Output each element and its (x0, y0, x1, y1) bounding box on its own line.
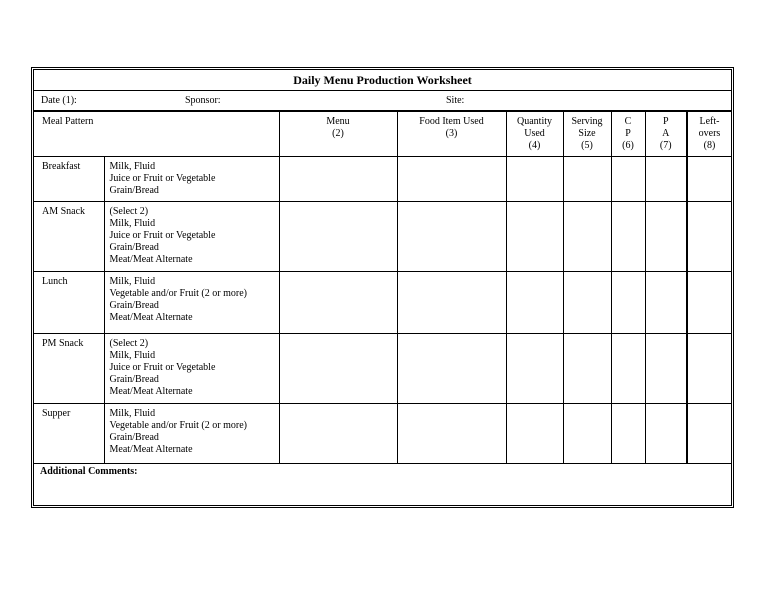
serving-size-cell[interactable] (563, 404, 611, 464)
meal-name: Lunch (34, 272, 104, 334)
sponsor-label: Sponsor: (185, 95, 221, 106)
meal-name: Breakfast (34, 157, 104, 202)
meal-pattern-items: Milk, Fluid Juice or Fruit or Vegetable Grain/Bread (104, 157, 279, 202)
header-row (34, 112, 731, 157)
cp-cell[interactable] (611, 272, 645, 334)
header-menu: Menu (2) (279, 112, 397, 157)
meal-row-breakfast (34, 157, 731, 202)
meal-pattern-items: Milk, Fluid Vegetable and/or Fruit (2 or more) Grain/Bread Meat/Meat Alternate (104, 404, 279, 464)
meal-row-pm-snack (34, 334, 731, 404)
serving-size-cell[interactable] (563, 202, 611, 272)
pa-cell[interactable] (645, 404, 687, 464)
menu-cell[interactable] (279, 157, 397, 202)
meal-pattern-items: (Select 2) Milk, Fluid Juice or Fruit or Vegetable Grain/Bread Meat/Meat Alternate (104, 202, 279, 272)
food-item-cell[interactable] (397, 272, 506, 334)
header-pa: P A (7) (645, 112, 687, 157)
cp-cell[interactable] (611, 404, 645, 464)
pa-cell[interactable] (645, 334, 687, 404)
serving-size-cell[interactable] (563, 272, 611, 334)
menu-cell[interactable] (279, 202, 397, 272)
pa-cell[interactable] (645, 202, 687, 272)
leftovers-cell[interactable] (687, 202, 731, 272)
info-row (34, 91, 731, 111)
cp-cell[interactable] (611, 334, 645, 404)
food-item-cell[interactable] (397, 202, 506, 272)
leftovers-cell[interactable] (687, 334, 731, 404)
worksheet (33, 69, 732, 506)
leftovers-cell[interactable] (687, 272, 731, 334)
quantity-cell[interactable] (506, 272, 563, 334)
worksheet-title: Daily Menu Production Worksheet (34, 70, 731, 91)
leftovers-cell[interactable] (687, 157, 731, 202)
quantity-cell[interactable] (506, 334, 563, 404)
meal-pattern-items: Milk, Fluid Vegetable and/or Fruit (2 or more) Grain/Bread Meat/Meat Alternate (104, 272, 279, 334)
meal-row-lunch (34, 272, 731, 334)
meal-pattern-items: (Select 2) Milk, Fluid Juice or Fruit or Vegetable Grain/Bread Meat/Meat Alternate (104, 334, 279, 404)
header-quantity-used: Quantity Used (4) (506, 112, 563, 157)
serving-size-cell[interactable] (563, 334, 611, 404)
cp-cell[interactable] (611, 202, 645, 272)
header-cp: C P (6) (611, 112, 645, 157)
food-item-cell[interactable] (397, 157, 506, 202)
meal-row-am-snack (34, 202, 731, 272)
menu-grid (34, 111, 731, 464)
menu-cell[interactable] (279, 404, 397, 464)
food-item-cell[interactable] (397, 334, 506, 404)
cp-cell[interactable] (611, 157, 645, 202)
additional-comments-field[interactable] (34, 462, 731, 505)
site-label: Site: (446, 95, 465, 106)
food-item-cell[interactable] (397, 404, 506, 464)
additional-comments-label: Additional Comments: (40, 466, 138, 477)
header-leftovers: Left- overs (8) (687, 112, 731, 157)
meal-name: AM Snack (34, 202, 104, 272)
serving-size-cell[interactable] (563, 157, 611, 202)
menu-cell[interactable] (279, 334, 397, 404)
quantity-cell[interactable] (506, 157, 563, 202)
meal-name: PM Snack (34, 334, 104, 404)
pa-cell[interactable] (645, 272, 687, 334)
pa-cell[interactable] (645, 157, 687, 202)
header-food-item-used: Food Item Used (3) (397, 112, 506, 157)
date-label: Date (1): (41, 95, 77, 106)
header-serving-size: Serving Size (5) (563, 112, 611, 157)
meal-name: Supper (34, 404, 104, 464)
meal-row-supper (34, 404, 731, 464)
header-meal-pattern: Meal Pattern (34, 112, 279, 157)
quantity-cell[interactable] (506, 404, 563, 464)
menu-cell[interactable] (279, 272, 397, 334)
leftovers-cell[interactable] (687, 404, 731, 464)
quantity-cell[interactable] (506, 202, 563, 272)
